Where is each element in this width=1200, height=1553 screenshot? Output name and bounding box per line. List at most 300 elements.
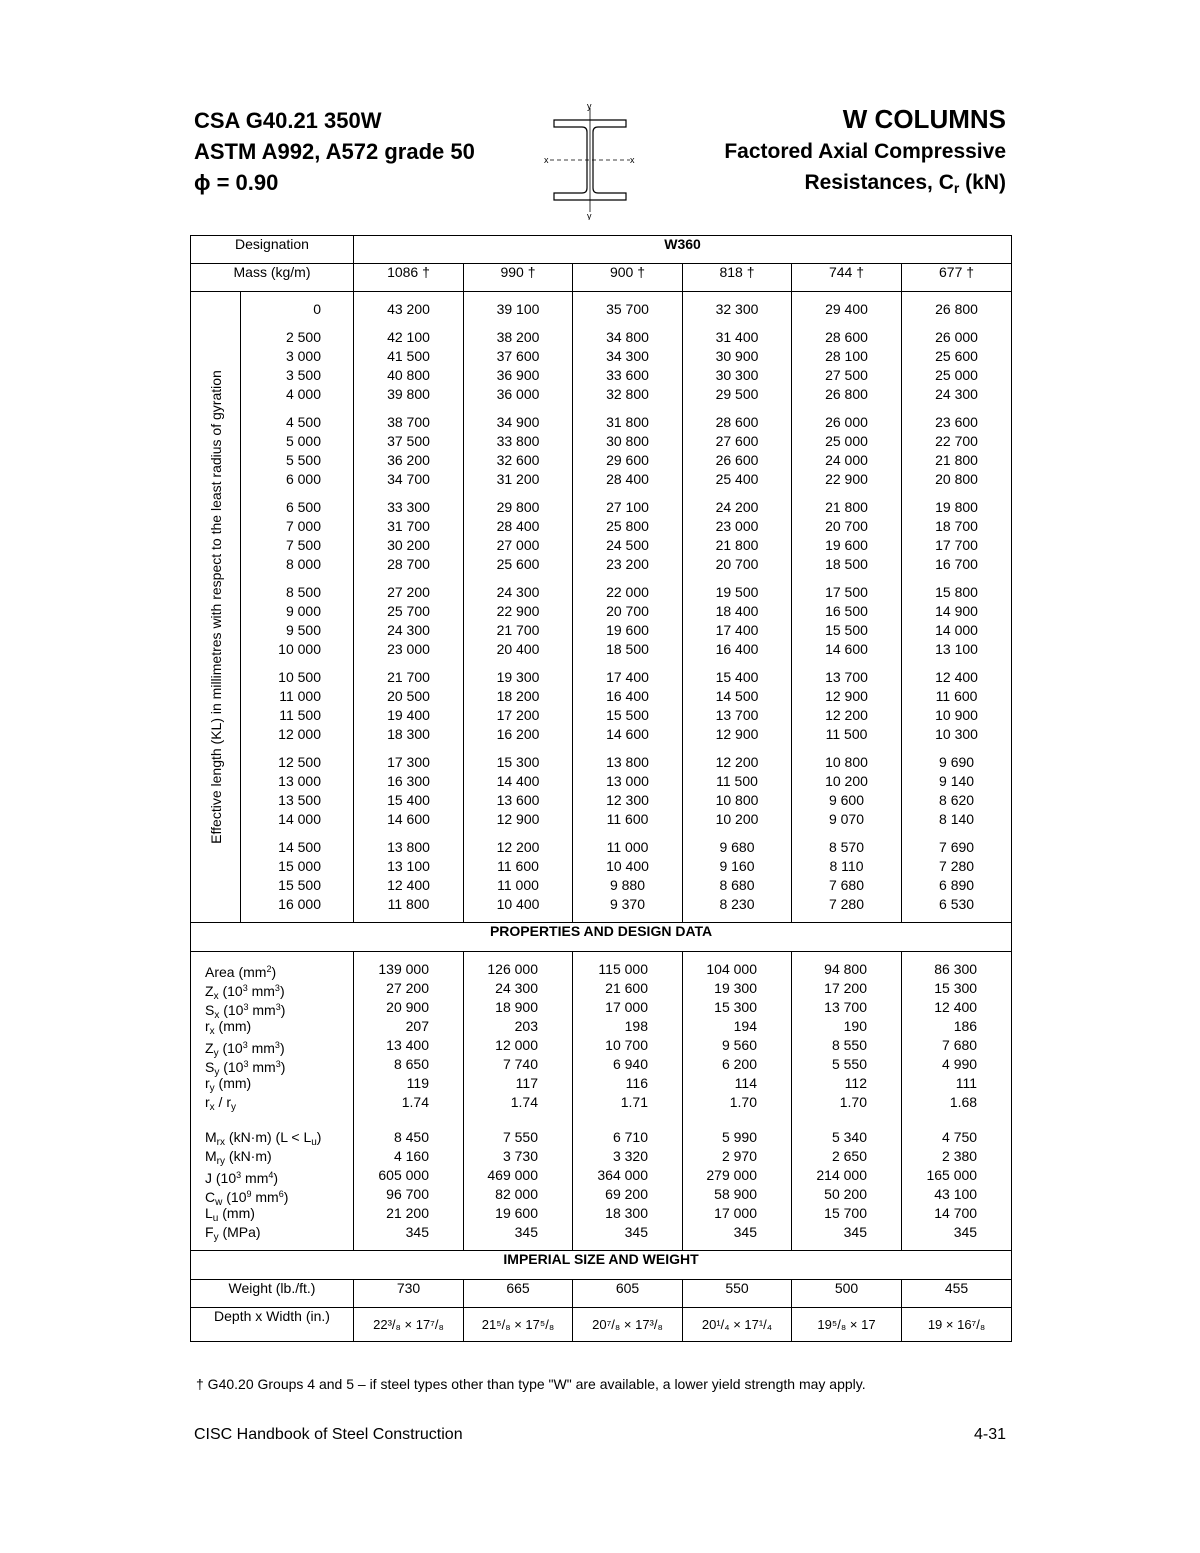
resistance-value: 30 900 (715, 348, 759, 364)
resistance-value: 12 900 (496, 811, 540, 827)
mass-header: 900 † (573, 264, 683, 292)
spec-csa: CSA G40.21 350W (194, 108, 382, 133)
group-gap (464, 659, 572, 668)
resistance-value: 6 530 (939, 896, 975, 912)
property-label-part: ry (216, 1156, 226, 1167)
resistance-value: 23 000 (715, 518, 759, 534)
property-value: 1.68 (949, 1094, 978, 1110)
property-label (191, 1223, 353, 1242)
resistance-value: 6 890 (939, 877, 975, 893)
property-value: 139 000 (378, 961, 429, 977)
group-gap (354, 319, 463, 328)
property-value: 6 200 (721, 1056, 757, 1072)
property-label-part: mm (247, 1040, 275, 1056)
resistance-value: 8 620 (939, 792, 975, 808)
property-label-part: (10 (219, 1059, 244, 1075)
resistance-value: 29 400 (825, 301, 868, 317)
property-value: 117 (515, 1075, 538, 1091)
group-gap (902, 404, 1011, 413)
resistance-column (573, 292, 683, 923)
kl-value: 10 000 (278, 641, 321, 657)
property-label-part: (10 (218, 1040, 243, 1056)
property-label (191, 979, 353, 1002)
property-label (191, 960, 353, 979)
group-gap (683, 319, 791, 328)
block-gap (792, 1112, 901, 1128)
property-label-part: (mm) (218, 1205, 255, 1221)
property-value: 3 730 (502, 1148, 538, 1164)
kl-value: 15 500 (278, 877, 321, 893)
group-gap (241, 319, 353, 328)
property-value: 469 000 (487, 1167, 538, 1183)
resistance-value: 16 200 (496, 726, 540, 742)
property-value: 1.70 (729, 1094, 757, 1110)
property-value: 12 400 (934, 999, 978, 1015)
property-label-part: r (205, 1018, 210, 1034)
resistance-value: 32 800 (606, 386, 649, 402)
resistance-column (464, 292, 573, 923)
property-label-part: ) (271, 964, 277, 980)
group-gap (792, 574, 901, 583)
property-label (191, 1093, 353, 1112)
kl-value: 5 000 (285, 433, 321, 449)
resistance-value: 11 000 (497, 877, 539, 893)
property-label-part: 3 (275, 1002, 281, 1012)
resistance-value: 18 400 (715, 603, 759, 619)
resistance-value: 21 800 (935, 452, 978, 468)
property-label-part: (kN·m) (225, 1148, 272, 1164)
property-label-part: y (214, 1067, 220, 1078)
property-label-part: mm (251, 1189, 279, 1205)
resistance-value: 23 000 (387, 641, 430, 657)
resistance-value: 19 500 (715, 584, 759, 600)
resistance-value: 18 700 (935, 518, 978, 534)
imperial-depth-width: 20¹/₄ × 17¹/₄ (683, 1308, 792, 1342)
property-value: 6 710 (612, 1129, 648, 1145)
resistance-value: 25 400 (715, 471, 759, 487)
resistance-value: 34 300 (606, 348, 649, 364)
kl-value: 12 000 (278, 726, 321, 742)
designation-label: Designation (191, 236, 354, 264)
resistance-value: 20 700 (606, 603, 649, 619)
property-label-part: 3 (243, 1059, 249, 1069)
property-value: 19 600 (495, 1205, 538, 1221)
resistance-value: 28 600 (825, 329, 868, 345)
property-value: 345 (733, 1224, 757, 1240)
resistance-column (902, 292, 1012, 923)
resistance-value: 19 300 (496, 669, 540, 685)
group-gap (464, 744, 572, 753)
resistance-value: 11 500 (716, 773, 758, 789)
resistance-value: 14 500 (715, 688, 759, 704)
resistance-value: 16 300 (387, 773, 430, 789)
property-label-part: x (213, 991, 219, 1002)
resistance-value: 36 200 (387, 452, 430, 468)
kl-value: 3 000 (285, 348, 321, 364)
resistance-value: 12 200 (715, 754, 759, 770)
imperial-depth-width: 21⁵/₈ × 17⁵/₈ (464, 1308, 573, 1342)
property-label-part: u (311, 1137, 317, 1148)
property-value: 7 740 (502, 1056, 538, 1072)
property-label-part: L (205, 1205, 213, 1221)
resistance-value: 28 100 (825, 348, 868, 364)
resistance-value: 17 700 (935, 537, 978, 553)
kl-value: 10 500 (278, 669, 321, 685)
property-value: 198 (624, 1018, 648, 1034)
property-value: 94 800 (824, 961, 867, 977)
imperial-weight: 550 (683, 1280, 792, 1308)
resistance-value: 15 500 (825, 622, 868, 638)
resistance-value: 27 200 (387, 584, 430, 600)
resistance-value: 31 800 (606, 414, 649, 430)
resistance-value: 21 700 (496, 622, 540, 638)
resistance-column (683, 292, 792, 923)
resistance-column (792, 292, 902, 923)
property-label-part: y (209, 1083, 215, 1094)
imperial-weight: 730 (354, 1280, 464, 1308)
mass-label: Mass (kg/m) (191, 264, 354, 292)
property-value: 4 750 (942, 1129, 978, 1145)
resistance-value: 40 800 (387, 367, 430, 383)
kl-value: 15 000 (278, 858, 321, 874)
resistance-value: 11 600 (935, 688, 978, 704)
property-value: 14 700 (934, 1205, 978, 1221)
imperial-weight: 455 (902, 1280, 1012, 1308)
property-label (191, 1055, 353, 1078)
resistance-value: 10 300 (935, 726, 978, 742)
resistance-value: 22 900 (825, 471, 868, 487)
property-value: 18 300 (605, 1205, 648, 1221)
property-value: 194 (733, 1018, 757, 1034)
resistance-value: 12 900 (825, 688, 868, 704)
page-title: W COLUMNS (842, 104, 1006, 134)
kl-value: 11 500 (279, 707, 321, 723)
property-value: 115 000 (598, 961, 648, 977)
property-label (191, 1185, 353, 1208)
resistance-value: 25 600 (935, 348, 978, 364)
property-label (191, 1036, 353, 1059)
block-gap (354, 1112, 463, 1128)
resistance-value: 17 200 (496, 707, 540, 723)
property-value: 13 400 (386, 1037, 429, 1053)
group-gap (464, 404, 572, 413)
resistance-value: 8 230 (719, 896, 755, 912)
axis-x-right: x (630, 155, 635, 165)
property-label-part: 3 (274, 983, 280, 993)
property-label-part: J (10 (205, 1170, 237, 1186)
property-value: 104 000 (706, 961, 757, 977)
section-designation: W360 (354, 236, 1012, 264)
resistance-value: 42 100 (387, 329, 430, 345)
imperial-weight: 500 (792, 1280, 902, 1308)
w-section-icon (540, 100, 640, 220)
resistance-value: 25 800 (606, 518, 649, 534)
group-gap (902, 659, 1011, 668)
resistance-value: 34 700 (387, 471, 430, 487)
resistance-value: 10 200 (715, 811, 759, 827)
property-label-part: 4 (268, 1170, 274, 1180)
resistance-value: 20 700 (825, 518, 868, 534)
property-label-part: y (213, 1232, 219, 1243)
block-gap (464, 1112, 572, 1128)
resistance-value: 13 100 (935, 641, 978, 657)
resistance-value: 9 370 (609, 896, 646, 912)
group-gap (902, 829, 1011, 838)
property-label (191, 998, 353, 1021)
resistance-value: 9 140 (939, 773, 975, 789)
property-label-part: x (209, 1102, 215, 1113)
resistance-value: 21 800 (825, 499, 868, 515)
property-value: 5 550 (831, 1056, 867, 1072)
property-value: 364 000 (597, 1167, 648, 1183)
resistance-value: 17 400 (606, 669, 649, 685)
property-label-part: Z (205, 1040, 214, 1056)
property-label-part: 3 (242, 983, 248, 993)
group-gap (683, 404, 791, 413)
resistance-value: 16 500 (825, 603, 868, 619)
property-label-part: C (205, 1189, 216, 1205)
resistance-value: 20 800 (935, 471, 978, 487)
property-label-part: y (231, 1102, 237, 1113)
property-value: 116 (625, 1075, 648, 1091)
property-label-part: ) (279, 1040, 285, 1056)
column-resistance-table (190, 235, 1012, 1342)
resistance-value: 10 900 (935, 707, 978, 723)
resistance-value: 10 400 (606, 858, 649, 874)
property-value: 279 000 (706, 1167, 757, 1183)
property-value: 4 990 (942, 1056, 978, 1072)
property-label-part: (kN·m) (L < L (225, 1129, 312, 1145)
property-label (191, 1017, 353, 1036)
resistance-value: 17 500 (825, 584, 868, 600)
resistance-value: 10 800 (825, 754, 868, 770)
property-label-part: (MPa) (218, 1224, 261, 1240)
subtitle-text: Resistances, C (804, 171, 954, 194)
resistance-value: 16 700 (935, 556, 978, 572)
resistance-value: 19 600 (825, 537, 868, 553)
property-value: 165 000 (926, 1167, 978, 1183)
block-gap (683, 1112, 791, 1128)
property-value: 15 300 (934, 980, 978, 996)
kl-value: 4 000 (285, 386, 321, 402)
resistance-value: 26 800 (825, 386, 868, 402)
resistance-value: 28 400 (606, 471, 649, 487)
property-value: 12 000 (495, 1037, 538, 1053)
group-gap (792, 319, 901, 328)
group-gap (354, 404, 463, 413)
property-label-part: (mm) (214, 1075, 252, 1091)
resistance-value: 12 200 (496, 839, 540, 855)
resistance-value: 22 000 (606, 584, 649, 600)
resistance-value: 15 300 (496, 754, 540, 770)
resistance-value: 23 200 (606, 556, 649, 572)
property-value: 5 340 (831, 1129, 867, 1145)
resistance-value: 13 800 (606, 754, 649, 770)
property-label-part: M (205, 1129, 217, 1145)
property-value: 58 900 (714, 1186, 757, 1202)
kl-value: 8 000 (285, 556, 321, 572)
page-number: 4-31 (973, 1426, 1006, 1443)
property-value: 96 700 (386, 1186, 429, 1202)
property-label-part: ) (316, 1129, 322, 1145)
resistance-value: 35 700 (606, 301, 649, 317)
property-value: 43 100 (934, 1186, 978, 1202)
property-value: 18 900 (495, 999, 538, 1015)
resistance-value: 12 300 (606, 792, 649, 808)
property-value: 9 560 (721, 1037, 757, 1053)
resistance-value: 11 800 (387, 896, 430, 912)
resistance-value: 27 500 (825, 367, 868, 383)
resistance-value: 9 160 (719, 858, 755, 874)
property-value: 111 (955, 1075, 978, 1091)
kl-value: 12 500 (278, 754, 321, 770)
property-label (191, 1074, 353, 1093)
property-value: 345 (624, 1224, 648, 1240)
resistance-value: 29 600 (606, 452, 649, 468)
resistance-value: 14 600 (825, 641, 868, 657)
property-label-part: 2 (266, 964, 272, 974)
property-value: 82 000 (495, 1186, 538, 1202)
resistance-value: 15 500 (606, 707, 649, 723)
resistance-value: 23 600 (935, 414, 978, 430)
property-value: 186 (953, 1018, 978, 1034)
resistance-value: 33 800 (496, 433, 540, 449)
axis-x-left: x (544, 155, 549, 165)
property-value: 7 680 (942, 1037, 978, 1053)
axis-y-top: y (587, 101, 592, 111)
resistance-value: 11 500 (825, 726, 868, 742)
resistance-value: 32 600 (496, 452, 540, 468)
property-label-part: x (209, 1026, 215, 1037)
subtitle-line2 (804, 172, 1006, 195)
property-label (191, 1166, 353, 1185)
group-gap (683, 744, 791, 753)
group-gap (573, 404, 682, 413)
resistance-value: 38 200 (496, 329, 540, 345)
kl-value: 16 000 (278, 896, 321, 912)
property-label-part: ) (283, 1189, 289, 1205)
kl-value: 4 500 (285, 414, 321, 430)
resistance-value: 8 570 (828, 839, 865, 855)
resistance-value: 15 400 (387, 792, 430, 808)
subtitle-unit: (kN) (959, 171, 1006, 194)
property-label-part: w (215, 1197, 223, 1208)
property-value: 21 200 (386, 1205, 429, 1221)
property-label-part: / r (214, 1094, 232, 1110)
property-value: 605 000 (378, 1167, 429, 1183)
resistance-value: 18 300 (387, 726, 430, 742)
property-value: 114 (734, 1075, 757, 1091)
resistance-value: 31 400 (715, 329, 759, 345)
resistance-value: 30 300 (715, 367, 759, 383)
property-label-part: u (212, 1213, 219, 1224)
resistance-value: 18 500 (606, 641, 649, 657)
kl-axis-label: Effective length (KL) in millimetres with respect to the least radius of gyration (207, 370, 224, 844)
property-label-part: ) (273, 1170, 279, 1186)
group-gap (464, 829, 572, 838)
subtitle-line1: Factored Axial Compressive (724, 140, 1006, 163)
phi-factor: ϕ = 0.90 (194, 170, 279, 195)
resistance-value: 14 600 (387, 811, 430, 827)
mass-header: 818 † (683, 264, 792, 292)
resistance-value: 34 800 (606, 329, 649, 345)
property-value: 2 380 (942, 1148, 978, 1164)
property-value: 19 300 (714, 980, 757, 996)
resistance-value: 11 600 (606, 811, 649, 827)
property-label-part: (10 (219, 1002, 244, 1018)
mass-header: 744 † (792, 264, 902, 292)
resistance-value: 31 200 (496, 471, 540, 487)
resistance-value: 14 600 (606, 726, 649, 742)
footnote: † G40.20 Groups 4 and 5 – if steel types other than type "W" are available, a lower yield strength may apply. (196, 1376, 866, 1392)
group-gap (573, 829, 682, 838)
group-gap (354, 489, 463, 498)
property-label-part: M (205, 1148, 217, 1164)
resistance-value: 11 600 (497, 858, 539, 874)
imperial-heading: IMPERIAL SIZE AND WEIGHT (191, 1251, 1012, 1280)
resistance-value: 39 100 (496, 301, 540, 317)
property-label-part: ) (279, 983, 285, 999)
group-gap (902, 574, 1011, 583)
resistance-value: 24 300 (387, 622, 430, 638)
subtitle-subscript: r (953, 180, 960, 196)
resistance-value: 41 500 (387, 348, 430, 364)
spec-astm: ASTM A992, A572 grade 50 (194, 139, 475, 164)
block-gap (902, 1112, 1011, 1128)
property-label (191, 1204, 353, 1223)
resistance-value: 13 700 (715, 707, 759, 723)
group-gap (464, 489, 572, 498)
resistance-value: 15 400 (715, 669, 759, 685)
property-value: 27 200 (386, 980, 429, 996)
resistance-value: 36 900 (496, 367, 540, 383)
kl-value: 13 000 (278, 773, 321, 789)
resistance-value: 30 800 (606, 433, 649, 449)
resistance-value: 37 600 (496, 348, 540, 364)
resistance-value: 29 800 (496, 499, 540, 515)
property-value: 345 (953, 1224, 978, 1240)
resistance-value: 33 300 (387, 499, 430, 515)
property-label-part: Area (mm (205, 964, 267, 980)
resistance-value: 32 300 (715, 301, 759, 317)
property-value: 6 940 (612, 1056, 648, 1072)
resistance-value: 21 700 (387, 669, 430, 685)
kl-value: 14 500 (278, 839, 321, 855)
property-label-part: S (205, 1059, 215, 1075)
property-label-part: mm (241, 1170, 269, 1186)
group-gap (241, 574, 353, 583)
block-gap (573, 1112, 682, 1128)
property-label-part: ) (280, 1059, 286, 1075)
axis-y-bottom: y (587, 211, 592, 220)
property-label-part: 3 (275, 1059, 281, 1069)
resistance-value: 28 400 (496, 518, 540, 534)
resistance-value: 9 600 (828, 792, 865, 808)
property-value: 1.71 (620, 1094, 648, 1110)
resistance-value: 20 400 (496, 641, 540, 657)
resistance-value: 9 680 (719, 839, 755, 855)
group-gap (464, 319, 572, 328)
group-gap (354, 659, 463, 668)
resistance-value: 13 000 (606, 773, 649, 789)
resistance-value: 19 600 (606, 622, 649, 638)
property-label-part: (10 (222, 1189, 247, 1205)
group-gap (241, 744, 353, 753)
resistance-value: 9 070 (828, 811, 865, 827)
resistance-value: 19 800 (935, 499, 978, 515)
group-gap (683, 659, 791, 668)
resistance-value: 25 000 (935, 367, 978, 383)
